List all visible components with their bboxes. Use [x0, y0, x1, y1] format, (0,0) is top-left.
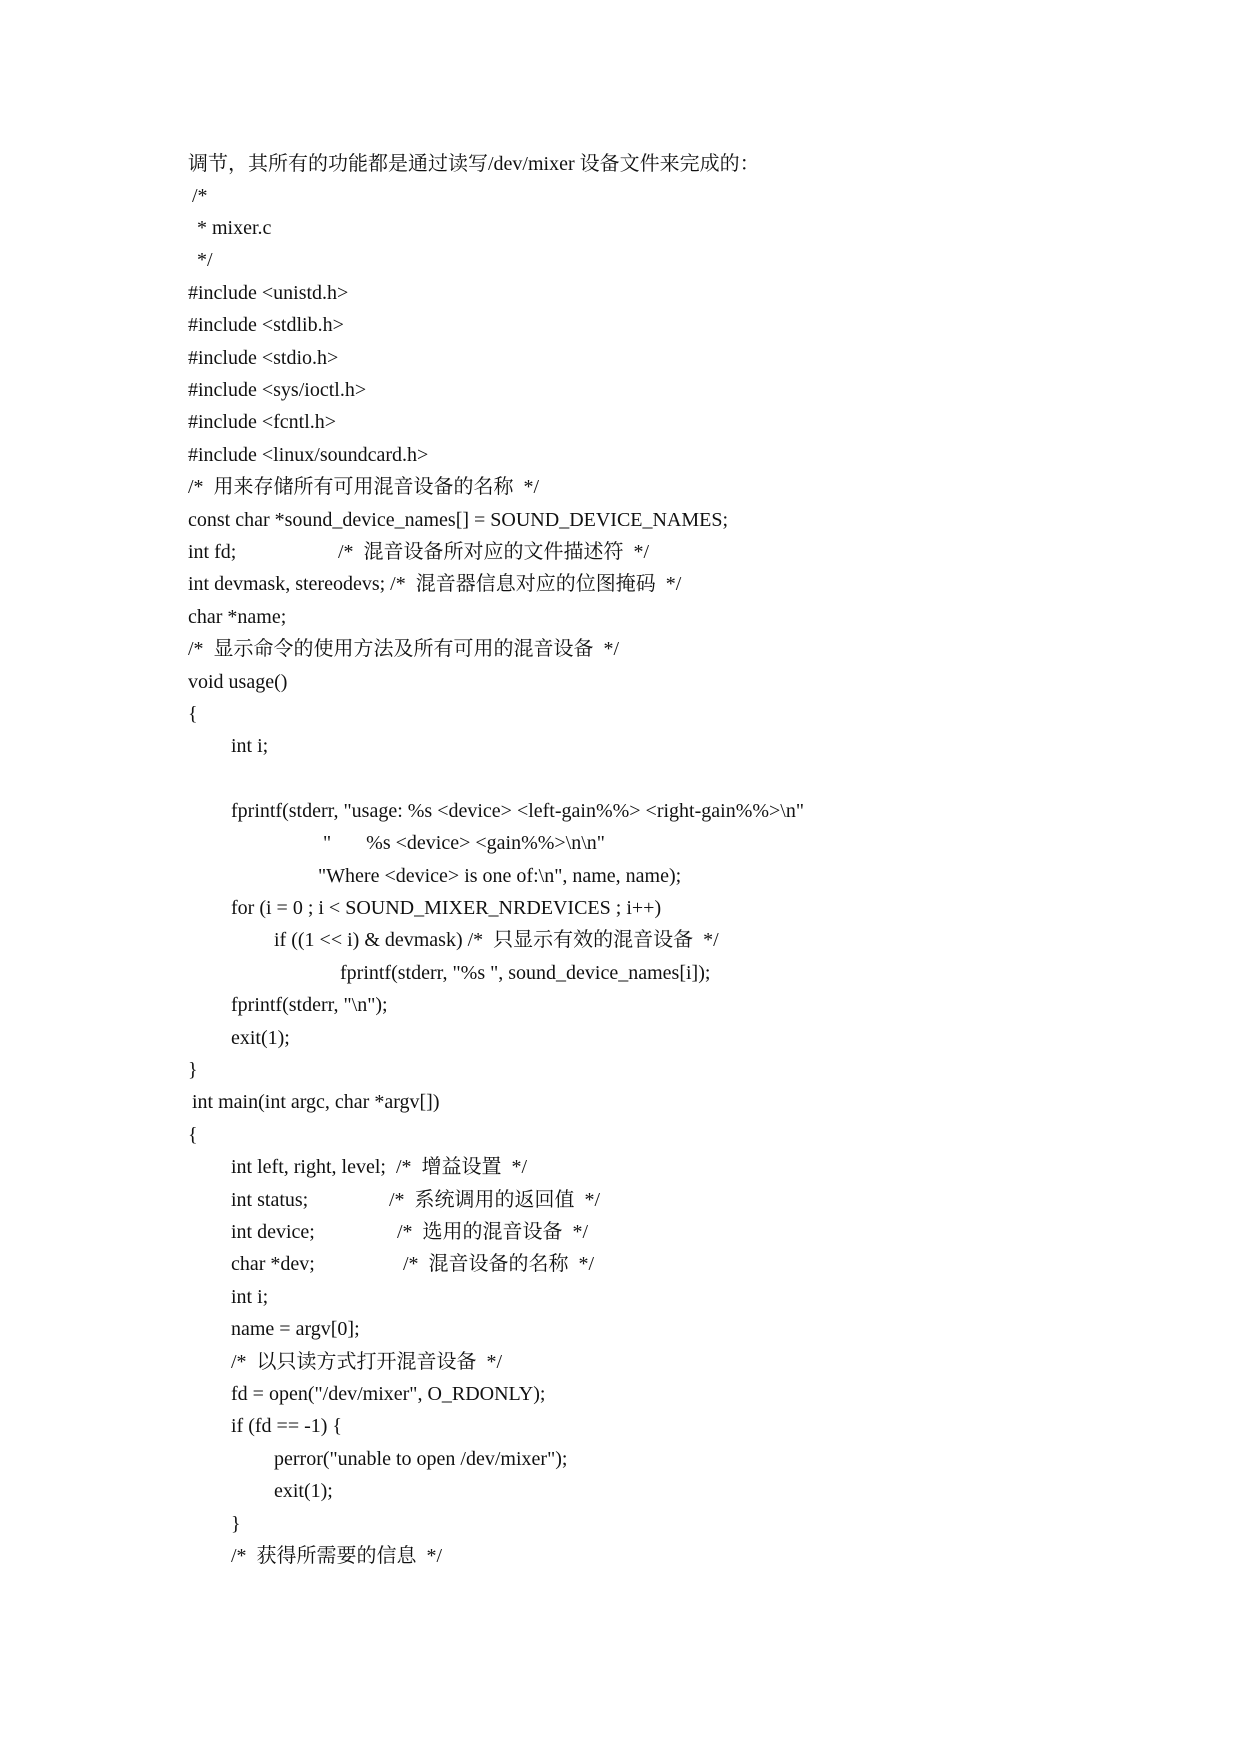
- code-line: #include <unistd.h>: [188, 282, 349, 304]
- code-line: " %s <device> <gain%%>\n\n": [323, 832, 605, 854]
- code-line: {: [188, 703, 198, 725]
- code-line: int device;: [231, 1221, 315, 1243]
- code-line: int i;: [231, 1286, 269, 1308]
- code-line: int devmask, stereodevs; /* 混音器信息对应的位图掩码 */: [188, 573, 682, 595]
- code-line: int main(int argc, char *argv[]): [192, 1091, 440, 1113]
- intro-text: 调节，其所有的功能都是通过读写/dev/mixer 设备文件来完成的：: [188, 153, 760, 175]
- code-line: #include <linux/soundcard.h>: [188, 444, 429, 466]
- code-line: void usage(): [188, 671, 288, 693]
- code-line: #include <sys/ioctl.h>: [188, 379, 367, 401]
- code-line: exit(1);: [231, 1027, 290, 1049]
- code-line: int i;: [231, 735, 269, 757]
- code-line: name = argv[0];: [231, 1318, 360, 1340]
- code-comment: /* 混音设备的名称 */: [403, 1253, 595, 1275]
- code-line: * mixer.c: [192, 217, 272, 239]
- code-line: }: [188, 1059, 198, 1081]
- code-line: perror("unable to open /dev/mixer");: [274, 1448, 568, 1470]
- code-line: /*: [192, 185, 208, 207]
- code-line: fd = open("/dev/mixer", O_RDONLY);: [231, 1383, 546, 1405]
- code-comment: /* 混音设备所对应的文件描述符 */: [338, 541, 650, 563]
- code-line: {: [188, 1124, 198, 1146]
- code-line: fprintf(stderr, "\n");: [231, 994, 388, 1016]
- code-line: char *dev;: [231, 1253, 315, 1275]
- code-line: #include <fcntl.h>: [188, 411, 337, 433]
- code-line: int left, right, level; /* 增益设置 */: [231, 1156, 528, 1178]
- code-line: if (fd == -1) {: [231, 1415, 343, 1437]
- code-comment: /* 以只读方式打开混音设备 */: [231, 1351, 503, 1373]
- code-line: fprintf(stderr, "usage: %s <device> <left-gain%%> <right-gain%%>\n": [231, 800, 805, 822]
- code-line: "Where <device> is one of:\n", name, name);: [318, 865, 682, 887]
- code-line: }: [231, 1513, 241, 1535]
- code-comment: /* 选用的混音设备 */: [397, 1221, 589, 1243]
- code-line: #include <stdlib.h>: [188, 314, 344, 336]
- code-line: for (i = 0 ; i < SOUND_MIXER_NRDEVICES ; i++): [231, 897, 662, 919]
- code-comment: /* 显示命令的使用方法及所有可用的混音设备 */: [188, 638, 620, 660]
- code-line: fprintf(stderr, "%s ", sound_device_names[i]);: [340, 962, 711, 984]
- code-line: int status;: [231, 1189, 309, 1211]
- code-line: int fd;: [188, 541, 237, 563]
- code-line: */: [192, 249, 213, 271]
- code-line: exit(1);: [274, 1480, 333, 1502]
- code-line: char *name;: [188, 606, 287, 628]
- code-comment: /* 获得所需要的信息 */: [231, 1545, 443, 1567]
- code-line: const char *sound_device_names[] = SOUND_DEVICE_NAMES;: [188, 509, 729, 531]
- code-comment: /* 用来存储所有可用混音设备的名称 */: [188, 476, 540, 498]
- code-line: if ((1 << i) & devmask) /* 只显示有效的混音设备 */: [274, 929, 719, 951]
- code-comment: /* 系统调用的返回值 */: [389, 1189, 601, 1211]
- code-line: #include <stdio.h>: [188, 347, 339, 369]
